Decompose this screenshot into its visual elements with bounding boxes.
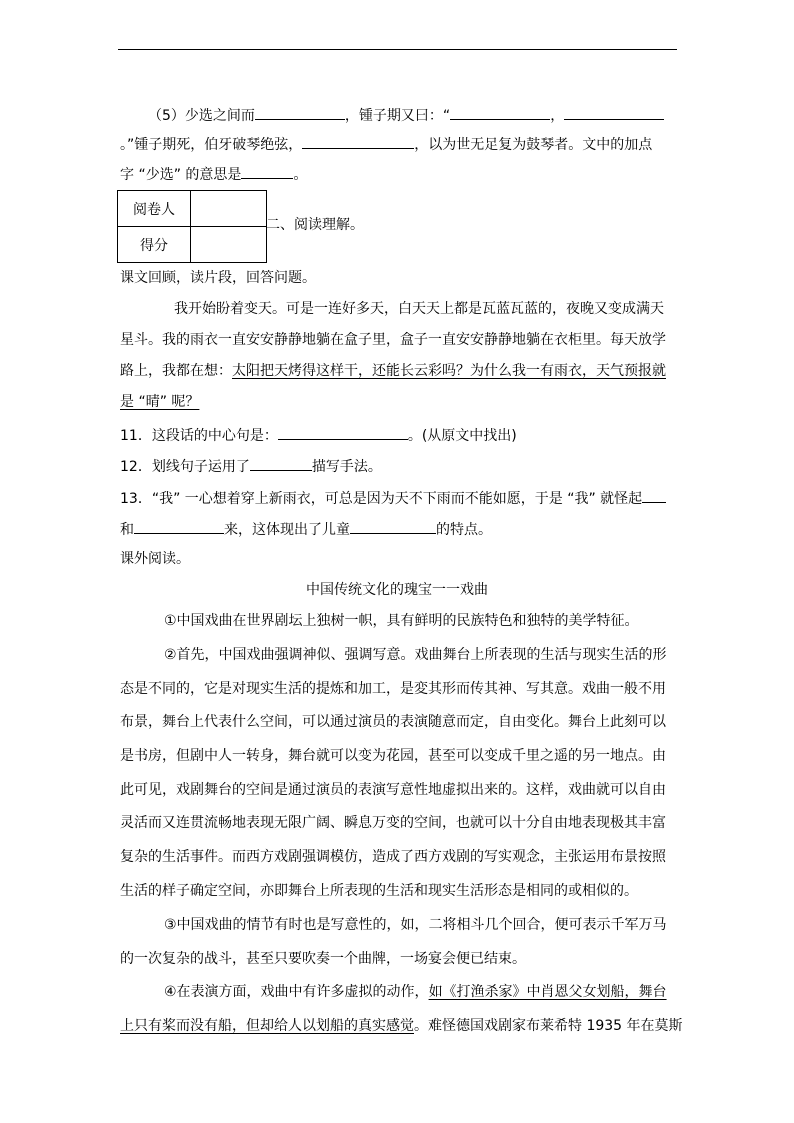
q13-line-2: 和 来，这体现出了儿童 的特点。 <box>120 518 492 538</box>
article-p4-l2: 上只有桨而没有船，但却给人以划船的真实感觉。难怪德国戏剧家布莱希特 1935 年在莫斯 <box>120 1018 683 1034</box>
reviewer-cell[interactable] <box>191 191 267 227</box>
q11: 11．这段话的中心句是： 。(从原文中找出) <box>120 424 517 444</box>
underlined-example-1: 如《打渔杀家》中肖恩父女划船，舞台 <box>428 984 667 1000</box>
q5-blank-5[interactable] <box>241 163 293 179</box>
q12: 12．划线句子运用了 描写手法。 <box>120 455 382 475</box>
q13-blank-2[interactable] <box>134 518 224 534</box>
q5-line-1: （5）少选之间而 ，锺子期又曰：“ ， <box>148 104 664 124</box>
article-title: 中国传统文化的瑰宝一一戏曲 <box>306 582 488 598</box>
section-title: 二、阅读理解。 <box>266 217 364 233</box>
article-p3-l1: ③中国戏曲的情节有时也是写意性的，如，二将相斗几个回合，便可表示千军万马 <box>164 917 667 933</box>
score-label: 得分 <box>118 227 191 263</box>
article-p2-l7: 复杂的生活事件。而西方戏剧强调模仿，造成了西方戏剧的写实观念，主张运用布景按照 <box>120 849 666 865</box>
q13-blank-3[interactable] <box>350 518 436 534</box>
textbook-line-1: 我开始盼着变天。可是一连好多天，白天天上都是瓦蓝瓦蓝的，夜晚又变成满天 <box>174 301 664 317</box>
article-p2-l6: 灵活而又连贯流畅地表现无限广阔、瞬息万变的空间，也就可以十分自由地表现极其丰富 <box>120 815 666 831</box>
textbook-line-4: 是 “晴” 呢？ <box>120 394 200 410</box>
extra-intro: 课外阅读。 <box>120 551 190 567</box>
textbook-intro: 课文回顾，读片段，回答问题。 <box>120 270 316 286</box>
underlined-sentence: 太阳把天烤得这样干，还能长云彩吗？为什么我一有雨衣，天气预报就 <box>232 363 666 379</box>
article-p4-l1: ④在表演方面，戏曲中有许多虚拟的动作，如《打渔杀家》中肖恩父女划船，舞台 <box>164 984 667 1000</box>
q11-blank[interactable] <box>278 424 408 440</box>
q5-blank-2[interactable] <box>450 104 550 120</box>
q5-line-3: 字 “少选” 的意思是 。 <box>120 163 307 183</box>
q5-line-2: 。”锺子期死，伯牙破琴绝弦， ，以为世无足复为鼓琴者。文中的加点 <box>120 133 652 153</box>
article-p2-l3: 布景，舞台上代表什么空间，可以通过演员的表演随意而定，自由变化。舞台上此刻可以 <box>120 714 666 730</box>
header-rule <box>118 49 677 50</box>
article-p3-l2: 的一次复杂的战斗，甚至只要吹奏一个曲牌，一场宴会便已结束。 <box>120 951 526 967</box>
score-table <box>117 190 267 263</box>
score-cell[interactable] <box>191 227 267 263</box>
q5-blank-1[interactable] <box>255 104 345 120</box>
textbook-line-2: 星斗。我的雨衣一直安安静静地躺在盒子里，盒子一直安安静静地躺在衣柜里。每天放学 <box>120 332 666 348</box>
article-p2-l8: 生活的样子确定空间，亦即舞台上所表现的生活和现实生活形态是相同的或相似的。 <box>120 883 638 899</box>
article-p2-l2: 态是不同的，它是对现实生活的提炼和加工，是変其形而传其神、写其意。戏曲一般不用 <box>120 681 666 697</box>
underlined-example-2: 上只有桨而没有船，但却给人以划船的真实感觉 <box>120 1018 414 1034</box>
q5-blank-4[interactable] <box>302 133 414 149</box>
q13-line-1: 13．“我” 一心想着穿上新雨衣，可总是因为天不下雨而不能如愿，于是 “我” 就怪起 <box>120 487 666 507</box>
q13-blank-1[interactable] <box>642 487 666 503</box>
article-p2-l5: 此可见，戏剧舞台的空间是通过演员的表演写意性地虚拟出来的。这样，戏曲就可以自由 <box>120 782 666 798</box>
article-p2-l1: ②首先，中国戏曲强调神似、强调写意。戏曲舞台上所表现的生活与现实生活的形 <box>164 647 667 663</box>
article-p2-l4: 是书房，但剧中人一转身，舞台就可以变为花园，甚至可以变成千里之遥的另一地点。由 <box>120 748 666 764</box>
q5-blank-3[interactable] <box>564 104 664 120</box>
reviewer-label: 阅卷人 <box>118 191 191 227</box>
article-p1: ①中国戏曲在世界剧坛上独树一帜，具有鲜明的民族特色和独特的美学特征。 <box>164 613 639 629</box>
q12-blank[interactable] <box>250 455 312 471</box>
textbook-line-3: 路上，我都在想：太阳把天烤得这样干，还能长云彩吗？为什么我一有雨衣，天气预报就 <box>120 363 666 379</box>
